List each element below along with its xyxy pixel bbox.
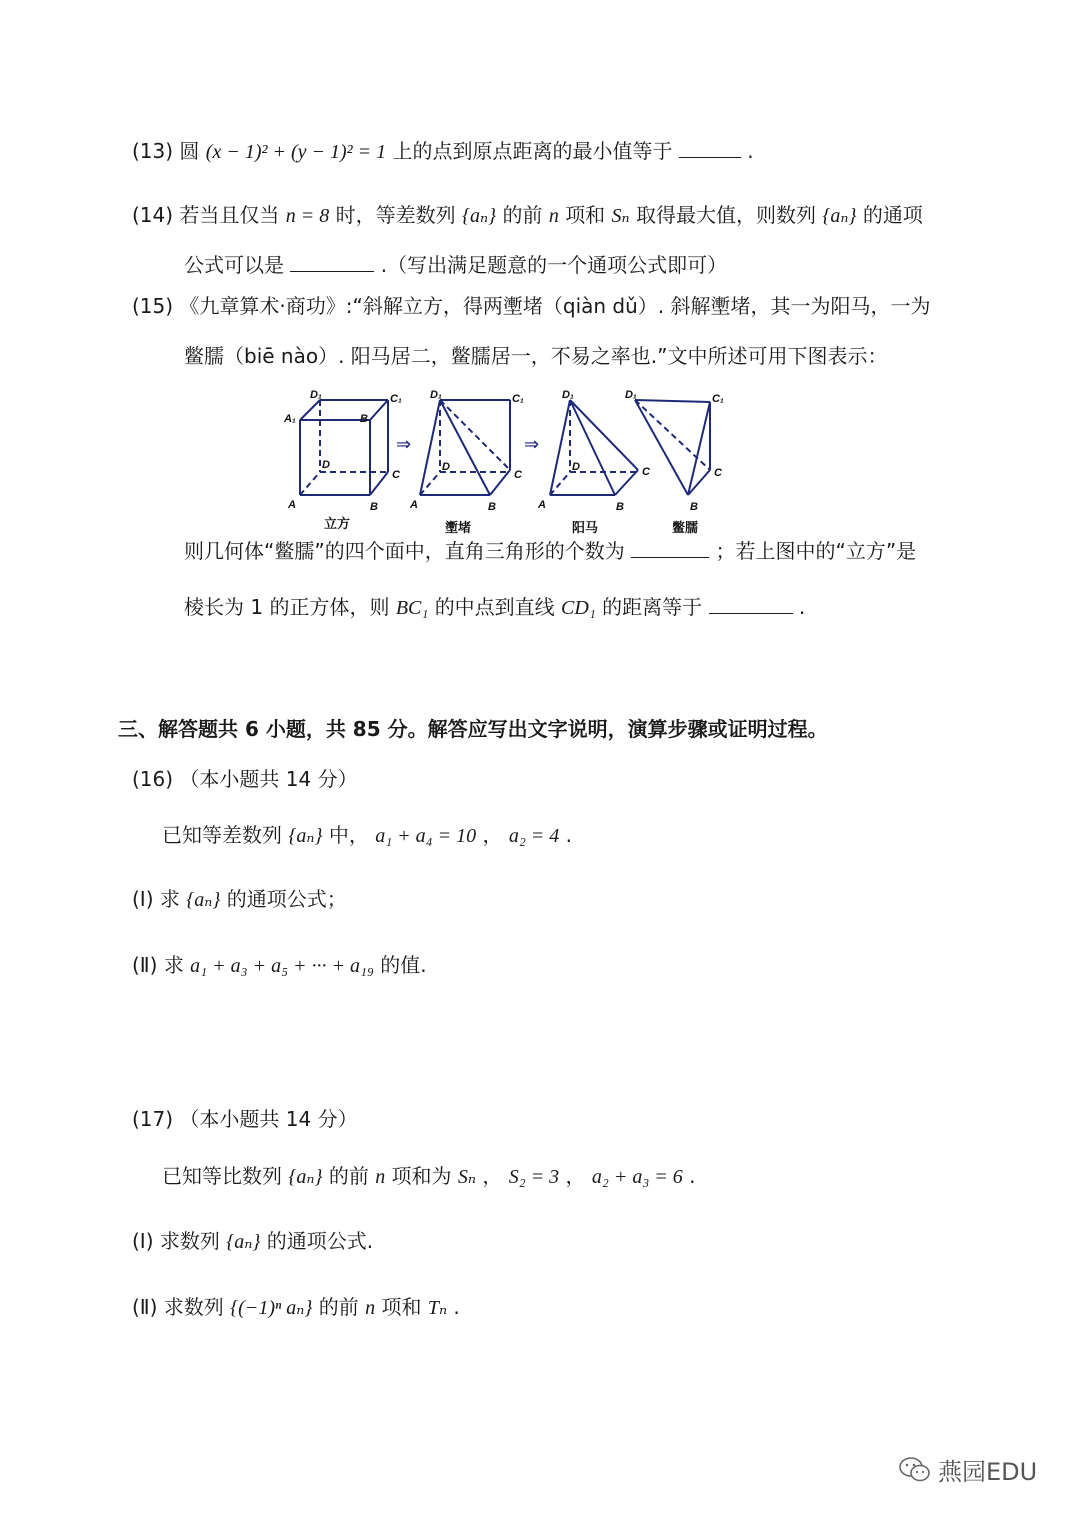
part-label: (Ⅱ) xyxy=(132,1295,158,1319)
question-14-line-2 xyxy=(184,252,727,278)
question-17-part-2 xyxy=(132,1294,460,1321)
question-text: 的中点到直线 xyxy=(434,595,555,619)
question-15-line-2 xyxy=(184,343,888,369)
question-text: 项和 xyxy=(565,203,606,227)
question-text: 求数列 xyxy=(163,1295,224,1319)
figure-caption-cube: 立方 xyxy=(324,516,351,531)
question-number: (17) xyxy=(132,1107,174,1131)
part-label: (Ⅰ) xyxy=(132,1229,154,1253)
figure-caption-qiandu: 壍堵 xyxy=(445,520,472,535)
formula: a₂ = 4 xyxy=(508,825,560,847)
question-text: 取得最大值，则数列 xyxy=(636,203,817,227)
vertex-label: C xyxy=(392,469,400,481)
question-16 xyxy=(132,766,358,792)
question-text: 则几何体“鳖臑”的四个面中，直角三角形的个数为 xyxy=(184,539,625,563)
punctuation: . xyxy=(565,823,572,847)
punctuation: . xyxy=(689,1164,696,1188)
question-text: 鳖臑（biē nào）. 阳马居二，鳖臑居一，不易之率也.”文中所述可用下图表示： xyxy=(184,344,888,368)
formula: {aₙ} xyxy=(186,889,221,911)
cube-figure xyxy=(300,400,388,495)
punctuation: . xyxy=(747,139,754,163)
vertex-label: C xyxy=(714,467,722,479)
vertex-label: A xyxy=(538,499,546,511)
question-text: 若当且仅当 xyxy=(179,203,280,227)
vertex-label: D xyxy=(572,461,580,473)
formula: n xyxy=(548,205,559,227)
question-16-part-2 xyxy=(132,952,427,979)
question-text: 的通项 xyxy=(862,203,923,227)
watermark xyxy=(898,1452,1037,1487)
question-text: 已知等比数列 xyxy=(162,1164,282,1188)
formula: CD₁ xyxy=(561,597,596,619)
question-text: 求数列 xyxy=(159,1229,220,1253)
punctuation: ， xyxy=(565,1164,586,1188)
vertex-label: C₁ xyxy=(512,393,524,405)
vertex-label: C xyxy=(642,466,650,478)
question-text: ；若上图中的“立方”是 xyxy=(715,539,917,563)
formula: n xyxy=(365,1297,376,1319)
qiandu-figure xyxy=(420,400,510,495)
vertex-label: A xyxy=(288,499,296,511)
formula: {aₙ} xyxy=(462,205,497,227)
punctuation: . xyxy=(453,1295,460,1319)
question-number: (14) xyxy=(132,203,174,227)
vertex-label: D₁ xyxy=(562,389,574,401)
vertex-label: D xyxy=(322,459,330,471)
vertex-label: B xyxy=(488,501,496,513)
vertex-label: D₁ xyxy=(310,389,322,401)
vertex-label: C₁ xyxy=(712,393,724,405)
formula: BC₁ xyxy=(395,597,429,619)
question-17 xyxy=(132,1106,358,1132)
question-15-line-4 xyxy=(184,594,805,621)
vertex-label: D₁ xyxy=(430,389,442,401)
question-16-stem xyxy=(162,822,572,849)
formula: S₂ = 3 xyxy=(508,1166,560,1188)
question-number: (15) xyxy=(132,294,174,318)
question-number: (13) xyxy=(132,139,174,163)
question-text: 中， xyxy=(328,823,369,847)
question-15 xyxy=(132,293,931,319)
vertex-label: C₁ xyxy=(390,393,402,405)
vertex-label: A xyxy=(410,499,418,511)
formula: (x − 1)² + (y − 1)² = 1 xyxy=(205,141,387,163)
question-text: 圆 xyxy=(179,139,200,163)
punctuation: . xyxy=(798,595,806,619)
arrow-2: ⇒ xyxy=(524,434,540,454)
formula: Sₙ xyxy=(457,1166,477,1188)
formula: {aₙ} xyxy=(288,825,323,847)
formula: n = 8 xyxy=(285,205,330,227)
question-text: 公式可以是 xyxy=(184,253,284,277)
figure-caption-bienao: 鳖臑 xyxy=(672,520,699,535)
figure-caption-yangma: 阳马 xyxy=(572,520,599,535)
question-17-stem xyxy=(162,1163,696,1190)
part-label: (Ⅰ) xyxy=(132,887,154,911)
formula: a₁ + a₃ + a₅ + ··· + a₁₉ xyxy=(190,955,374,977)
formula: n xyxy=(375,1166,386,1188)
score-note: （本小题共 14 分） xyxy=(179,1107,358,1131)
answer-blank xyxy=(679,139,741,158)
vertex-label: B xyxy=(616,501,624,513)
formula: Sₙ xyxy=(611,205,630,227)
question-text: .（写出满足题意的一个通项公式即可） xyxy=(380,253,728,277)
answer-blank xyxy=(290,253,374,272)
watermark-text: 燕园EDU xyxy=(938,1458,1038,1486)
formula: {aₙ} xyxy=(226,1231,261,1253)
question-text: 已知等差数列 xyxy=(162,823,282,847)
solid-dissection-figure xyxy=(280,380,760,540)
question-14 xyxy=(132,202,923,229)
question-text: 的距离等于 xyxy=(602,595,703,619)
question-13 xyxy=(132,138,754,165)
question-text: 《九章算术·商功》:“斜解立方，得两壍堵（qiàn dǔ）. 斜解壍堵，其一为阳马，一为 xyxy=(179,294,931,318)
question-text: 时，等差数列 xyxy=(335,203,456,227)
yangma-figure xyxy=(550,400,638,495)
vertex-label: D₁ xyxy=(625,389,637,401)
arrow-1: ⇒ xyxy=(396,434,412,454)
question-15-line-3 xyxy=(184,538,916,564)
vertex-label: A₁ xyxy=(284,413,296,425)
question-text: 的前 xyxy=(328,1164,369,1188)
answer-blank xyxy=(709,595,793,614)
vertex-label: C xyxy=(514,469,522,481)
question-text: 求 xyxy=(163,953,184,977)
question-text: 的通项公式. xyxy=(266,1229,374,1253)
question-17-part-1 xyxy=(132,1228,373,1255)
vertex-label: B xyxy=(360,413,368,425)
formula: a₂ + a₃ = 6 xyxy=(591,1166,683,1188)
formula: {aₙ} xyxy=(288,1166,323,1188)
punctuation: ， xyxy=(482,1164,503,1188)
wechat-icon xyxy=(898,1456,932,1484)
part-label: (Ⅱ) xyxy=(132,953,158,977)
formula: a₁ + a₄ = 10 xyxy=(375,825,477,847)
question-16-part-1 xyxy=(132,886,347,913)
question-text: 上的点到原点距离的最小值等于 xyxy=(392,139,673,163)
score-note: （本小题共 14 分） xyxy=(179,767,358,791)
answer-blank xyxy=(631,539,709,558)
formula: {(−1)ⁿ aₙ} xyxy=(230,1297,313,1319)
question-text: 的通项公式； xyxy=(226,887,347,911)
bienao-figure xyxy=(635,400,710,495)
question-text: 棱长为 1 的正方体，则 xyxy=(184,595,390,619)
question-text: 项和 xyxy=(381,1295,422,1319)
question-text: 的前 xyxy=(502,203,543,227)
question-text: 的前 xyxy=(318,1295,359,1319)
formula: Tₙ xyxy=(427,1297,448,1319)
question-text: 项和为 xyxy=(391,1164,452,1188)
question-number: (16) xyxy=(132,767,174,791)
punctuation: ， xyxy=(482,823,503,847)
vertex-label: D xyxy=(442,461,450,473)
formula: {aₙ} xyxy=(822,205,857,227)
question-text: 求 xyxy=(159,887,180,911)
vertex-label: B xyxy=(690,501,698,513)
vertex-label: B xyxy=(370,501,378,513)
question-text: 的值. xyxy=(380,953,427,977)
section-heading: 三、解答题共 6 小题，共 85 分。解答应写出文字说明，演算步骤或证明过程。 xyxy=(118,717,828,741)
